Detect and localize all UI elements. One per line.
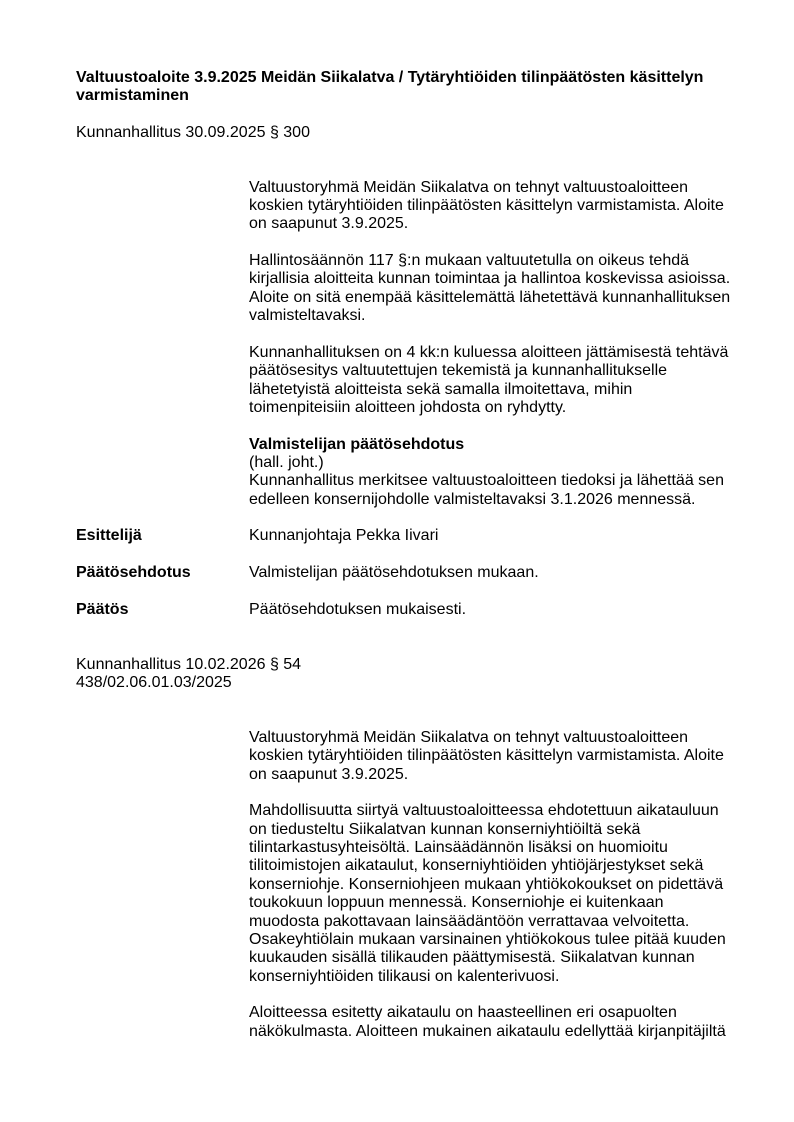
preparer-proposal bbox=[249, 436, 766, 509]
paragraph-line: Aloite on sitä enempää käsittelemättä lähetettävä kunnanhallituksen bbox=[249, 288, 731, 306]
document-title-line: varmistaminen bbox=[76, 87, 189, 105]
paragraph-line: toimenpiteisiin aloitteen johdosta on ryhdytty. bbox=[249, 398, 567, 416]
paragraph-line: on tiedusteltu Siikalatvan kunnan konserniyhtiöiltä sekä bbox=[249, 820, 641, 838]
paragraph-line: lähetetyistä aloitteista sekä samalla ilmoitettava, mihin bbox=[249, 380, 633, 398]
paragraph-line: Hallintosäännön 117 §:n mukaan valtuutetulla on oikeus tehdä bbox=[249, 252, 690, 270]
field-label: Päätösehdotus bbox=[76, 563, 191, 581]
paragraph-line: toukokuun loppuun mennessä. Konserniohje ei kuitenkaan bbox=[249, 894, 664, 912]
proposal-heading: Valmistelijan päätösehdotus bbox=[249, 435, 465, 453]
paragraph-line: kuukauden sisällä tilikauden päättymisestä. Siikalatvan kunnan bbox=[249, 949, 695, 967]
paragraph-line: näkökulmasta. Aloitteen mukainen aikataulu edellyttää kirjanpitäjiltä bbox=[249, 1022, 726, 1040]
proposal-line: edelleen konsernijohdolle valmisteltavaksi 3.1.2026 mennessä. bbox=[249, 490, 696, 508]
proposal-author: (hall. joht.) bbox=[249, 453, 324, 471]
field-label: Esittelijä bbox=[76, 527, 142, 545]
paragraph bbox=[249, 252, 766, 325]
paragraph-line: on saapunut 3.9.2025. bbox=[249, 765, 409, 783]
paragraph bbox=[249, 729, 766, 784]
document-title bbox=[76, 69, 766, 106]
field-decision-proposal bbox=[76, 564, 766, 582]
paragraph-line: tilitoimistojen aikataulut, konserniyhtiöiden yhtiöjärjestykset sekä bbox=[249, 857, 704, 875]
paragraph-line: konserniohje. Konserniohjeen mukaan yhtiökokoukset on pidettävä bbox=[249, 875, 724, 893]
paragraph bbox=[249, 179, 766, 234]
paragraph-line: Osakeyhtiölain mukaan varsinainen yhtiökokous tulee pitää kuuden bbox=[249, 930, 726, 948]
field-value: Kunnanjohtaja Pekka Iivari bbox=[249, 527, 439, 545]
paragraph bbox=[249, 344, 766, 417]
field-label: Päätös bbox=[76, 600, 129, 618]
paragraph-line: Mahdollisuutta siirtyä valtuustoaloitteessa ehdotettuun aikatauluun bbox=[249, 802, 719, 820]
paragraph-line: konserniyhtiöiden tilikausi on kalenterivuosi. bbox=[249, 967, 560, 985]
paragraph-line: Valtuustoryhmä Meidän Siikalatva on tehnyt valtuustoaloitteen bbox=[249, 178, 689, 196]
proposal-line: Kunnanhallitus merkitsee valtuustoaloitteen tiedoksi ja lähettää sen bbox=[249, 472, 724, 490]
paragraph bbox=[249, 802, 766, 985]
paragraph-line: tilintarkastusyhteisöltä. Lainsäädännön lisäksi on huomioitu bbox=[249, 839, 668, 857]
document-page bbox=[76, 69, 766, 1041]
paragraph-line: koskien tytäryhtiöiden tilinpäätösten käsittelyn varmistamista. Aloite bbox=[249, 747, 724, 765]
paragraph-line: on saapunut 3.9.2025. bbox=[249, 215, 409, 233]
paragraph-line: koskien tytäryhtiöiden tilinpäätösten käsittelyn varmistamista. Aloite bbox=[249, 197, 724, 215]
paragraph-line: muodosta pakottavaan lainsäädäntöön verrattavaa velvoitetta. bbox=[249, 912, 690, 930]
field-decision bbox=[76, 601, 766, 619]
field-value: Päätösehdotuksen mukaisesti. bbox=[249, 600, 467, 618]
paragraph-line: Valtuustoryhmä Meidän Siikalatva on tehnyt valtuustoaloitteen bbox=[249, 729, 689, 747]
field-presenter bbox=[76, 527, 766, 545]
meeting-heading: Kunnanhallitus 30.09.2025 § 300 bbox=[76, 123, 310, 141]
paragraph-line: valmisteltavaksi. bbox=[249, 307, 366, 325]
document-title-line: Valtuustoaloite 3.9.2025 Meidän Siikalatva / Tytäryhtiöiden tilinpäätösten käsittelyn bbox=[76, 68, 704, 86]
paragraph-line: kirjallisia aloitteita kunnan toimintaa ja hallintoa koskevissa asioissa. bbox=[249, 270, 731, 288]
paragraph-line: Aloitteessa esitetty aikataulu on haasteellinen eri osapuolten bbox=[249, 1004, 677, 1022]
record-number: 438/02.06.01.03/2025 bbox=[76, 674, 232, 692]
field-value: Valmistelijan päätösehdotuksen mukaan. bbox=[249, 563, 539, 581]
paragraph-line: päätösesitys valtuutettujen tekemistä ja kunnanhallitukselle bbox=[249, 362, 668, 380]
paragraph-line: Kunnanhallituksen on 4 kk:n kuluessa aloitteen jättämisestä tehtävä bbox=[249, 343, 729, 361]
paragraph bbox=[249, 1004, 766, 1041]
meeting-heading: Kunnanhallitus 10.02.2026 § 54 bbox=[76, 655, 302, 673]
